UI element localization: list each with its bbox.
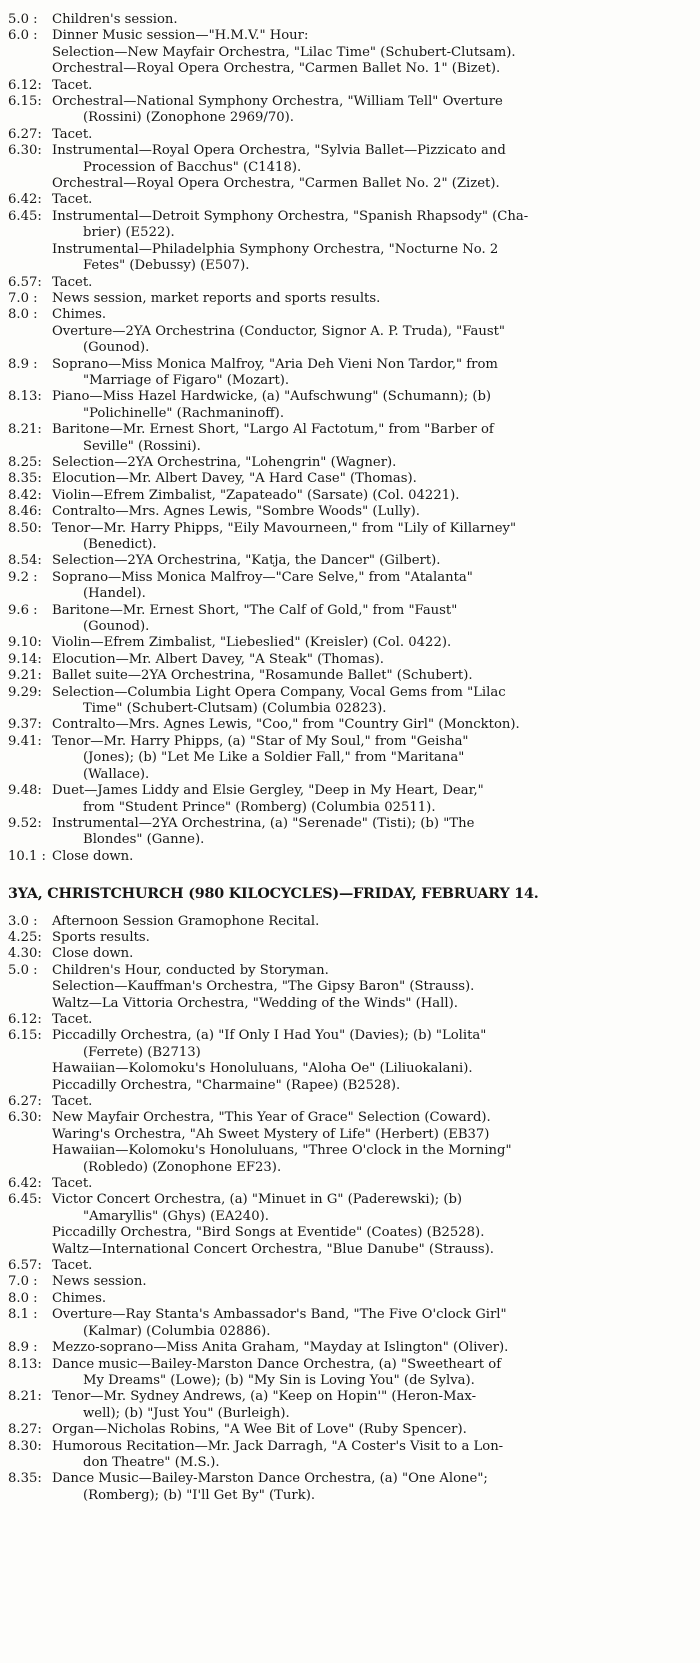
- programme-entry: [8, 652, 690, 668]
- programme-entry: [8, 78, 690, 94]
- entry-line: (Jones); (b) "Let Me Like a Soldier Fall," from "Maritana": [83, 750, 465, 766]
- entry-line: (Kalmar) (Columbia 02886).: [83, 1323, 271, 1339]
- programme-entry: [8, 209, 690, 275]
- entry-body: [52, 192, 690, 208]
- entry-body: [52, 668, 690, 684]
- entry-time: 8.13:: [8, 1356, 42, 1372]
- programme-entry: [8, 471, 690, 487]
- entry-body: [52, 717, 690, 733]
- entry-line: Selection—Columbia Light Opera Company, Vocal Gems from "Lilac: [52, 684, 506, 700]
- entry-line: Tenor—Mr. Harry Phipps, (a) "Star of My Soul," from "Geisha": [52, 733, 469, 749]
- entry-time: 6.45:: [8, 1192, 42, 1208]
- entry-body: [52, 849, 690, 865]
- entry-body: [52, 291, 690, 307]
- entry-line: Mezzo-soprano—Miss Anita Graham, "Mayday at Islington" (Oliver).: [52, 1340, 509, 1356]
- entry-body: [52, 357, 690, 390]
- entry-time: 8.42:: [8, 487, 42, 503]
- entry-body: [52, 209, 690, 275]
- programme-entry: [8, 275, 690, 291]
- entry-time: 9.29:: [8, 684, 42, 700]
- entry-time: 6.57:: [8, 1258, 42, 1274]
- entry-line: Organ—Nicholas Robins, "A Wee Bit of Love" (Ruby Spencer).: [52, 1422, 467, 1438]
- entry-line: (Romberg); (b) "I'll Get By" (Turk).: [83, 1487, 316, 1503]
- entry-time: 9.2 :: [8, 569, 38, 585]
- entry-body: [52, 783, 690, 816]
- entry-line: Overture—2YA Orchestrina (Conductor, Signor A. P. Truda), "Faust": [52, 323, 505, 339]
- programme-entry: [8, 1340, 690, 1356]
- entry-line: Time" (Schubert-Clutsam) (Columbia 02823).: [83, 701, 387, 717]
- programme-entry: [8, 717, 690, 733]
- entry-line: Humorous Recitation—Mr. Jack Darragh, "A Coster's Visit to a Lon-: [52, 1438, 504, 1454]
- entry-line: Close down.: [52, 946, 134, 962]
- entry-line: (Robledo) (Zonophone EF23).: [83, 1159, 282, 1175]
- entry-line: Close down.: [52, 848, 134, 864]
- programme-entry: [8, 603, 690, 636]
- entry-time: 9.48:: [8, 783, 42, 799]
- entry-time: 6.12:: [8, 77, 42, 93]
- entry-time: 8.50:: [8, 520, 42, 536]
- entry-line: Blondes" (Ganne).: [83, 832, 205, 848]
- entry-line: Waltz—International Concert Orchestra, "Blue Danube" (Strauss).: [52, 1241, 494, 1257]
- entry-body: [52, 1357, 690, 1390]
- programme-entry: [8, 816, 690, 849]
- entry-body: [52, 816, 690, 849]
- entry-line: Tacet.: [52, 126, 93, 142]
- entry-time: 8.0 :: [8, 1290, 38, 1306]
- entry-time: 6.45:: [8, 208, 42, 224]
- programme-entry: [8, 1028, 690, 1094]
- entry-line: Contralto—Mrs. Agnes Lewis, "Coo," from "Country Girl" (Monckton).: [52, 717, 520, 733]
- entry-time: 6.27:: [8, 1094, 42, 1109]
- entry-time: 9.37:: [8, 717, 42, 733]
- entry-line: Piccadilly Orchestra, (a) "If Only I Had You" (Davies); (b) "Lolita": [52, 1028, 487, 1044]
- entry-time: 8.35:: [8, 471, 42, 487]
- entry-line: Orchestral—Royal Opera Orchestra, "Carmen Ballet No. 1" (Bizet).: [52, 61, 501, 77]
- programme-entry: [8, 635, 690, 651]
- entry-line: Dance Music—Bailey-Marston Dance Orchestra, (a) "One Alone";: [52, 1471, 488, 1487]
- programme-entry: [8, 1291, 690, 1307]
- entry-line: Tenor—Mr. Sydney Andrews, (a) "Keep on Hopin'" (Heron-Max-: [52, 1389, 477, 1405]
- entry-line: Procession of Bacchus" (C1418).: [83, 159, 302, 175]
- entry-line: Tacet.: [52, 1176, 93, 1192]
- entry-body: [52, 1012, 690, 1028]
- programme-entry: [8, 389, 690, 422]
- entry-line: Instrumental—Detroit Symphony Orchestra, "Spanish Rhapsody" (Cha-: [52, 208, 529, 224]
- entry-time: 6.42:: [8, 192, 42, 208]
- entry-line: Orchestral—Royal Opera Orchestra, "Carmen Ballet No. 2" (Zizet).: [52, 176, 500, 192]
- entry-line: New Mayfair Orchestra, "This Year of Grace" Selection (Coward).: [52, 1110, 491, 1126]
- entry-line: Seville" (Rossini).: [83, 438, 201, 454]
- entry-line: Elocution—Mr. Albert Davey, "A Steak" (Thomas).: [52, 651, 384, 667]
- entry-time: 8.54:: [8, 553, 42, 569]
- entry-line: Tacet.: [52, 1011, 93, 1027]
- entry-line: Tacet.: [52, 1094, 93, 1109]
- entry-time: 8.25:: [8, 454, 42, 470]
- entry-line: well); (b) "Just You" (Burleigh).: [83, 1405, 290, 1421]
- entry-body: [52, 963, 690, 1012]
- entry-line: Instrumental—Philadelphia Symphony Orchestra, "Nocturne No. 2: [52, 241, 499, 257]
- entry-line: Orchestral—National Symphony Orchestra, "William Tell" Overture: [52, 94, 503, 110]
- programme-entry: [8, 1471, 690, 1504]
- entry-time: 8.21:: [8, 1389, 42, 1405]
- entry-line: Soprano—Miss Monica Malfroy, "Aria Deh Vieni Non Tardor," from: [52, 356, 498, 372]
- programme-entry: [8, 1439, 690, 1472]
- entry-time: 6.12:: [8, 1011, 42, 1027]
- entry-body: [52, 504, 690, 520]
- programme-entry: [8, 357, 690, 390]
- programme-entry: [8, 553, 690, 569]
- section-3ya-christchurch: [8, 914, 690, 1505]
- entry-body: [52, 1471, 690, 1504]
- entry-body: [52, 1340, 690, 1356]
- entry-line: Selection—Kauffman's Orchestra, "The Gipsy Baron" (Strauss).: [52, 979, 475, 995]
- entry-line: Instrumental—Royal Opera Orchestra, "Sylvia Ballet—Pizzicato and: [52, 143, 506, 159]
- programme-entry: [8, 12, 690, 28]
- entry-time: 9.14:: [8, 651, 42, 667]
- programme-entry: [8, 192, 690, 208]
- entry-line: Hawaiian—Kolomoku's Honoluluans, "Aloha Oe" (Liliuokalani).: [52, 1061, 473, 1077]
- programme-entry: [8, 734, 690, 783]
- entry-time: 8.9 :: [8, 1340, 38, 1356]
- entry-line: Dance music—Bailey-Marston Dance Orchestra, (a) "Sweetheart of: [52, 1356, 502, 1372]
- entry-body: [52, 521, 690, 554]
- entry-body: [52, 930, 690, 946]
- entry-body: [52, 455, 690, 471]
- entry-line: Victor Concert Orchestra, (a) "Minuet in G" (Paderewski); (b): [52, 1192, 463, 1208]
- entry-time: 6.30:: [8, 1110, 42, 1126]
- entry-time: 9.10:: [8, 635, 42, 651]
- entry-line: Piccadilly Orchestra, "Charmaine" (Rapee) (B2528).: [52, 1077, 401, 1093]
- programme-entry: [8, 685, 690, 718]
- entry-line: Children's Hour, conducted by Storyman.: [52, 962, 329, 978]
- entry-body: [52, 1192, 690, 1258]
- entry-body: [52, 946, 690, 962]
- entry-body: [52, 28, 690, 77]
- entry-time: 4.25:: [8, 929, 42, 945]
- entry-line: Tacet.: [52, 77, 93, 93]
- entry-line: "Amaryllis" (Ghys) (EA240).: [83, 1208, 269, 1224]
- entry-line: Waring's Orchestra, "Ah Sweet Mystery of Life" (Herbert) (EB37): [52, 1126, 490, 1142]
- entry-body: [52, 1422, 690, 1438]
- programme-entry: [8, 668, 690, 684]
- entry-time: 8.35:: [8, 1471, 42, 1487]
- entry-body: [52, 1094, 690, 1110]
- entry-time: 8.13:: [8, 389, 42, 405]
- entry-time: 9.41:: [8, 733, 42, 749]
- entry-body: [52, 1274, 690, 1290]
- entry-body: [52, 635, 690, 651]
- entry-line: Sports results.: [52, 929, 150, 945]
- entry-time: 8.21:: [8, 422, 42, 438]
- programme-entry: [8, 307, 690, 356]
- entry-line: Tenor—Mr. Harry Phipps, "Eily Mavourneen," from "Lily of Killarney": [52, 520, 517, 536]
- entry-time: 7.0 :: [8, 290, 38, 306]
- entry-line: Chimes.: [52, 1290, 107, 1306]
- programme-entry: [8, 127, 690, 143]
- entry-line: (Benedict).: [83, 537, 157, 552]
- entry-body: [52, 1110, 690, 1176]
- entry-line: Selection—2YA Orchestrina, "Katja, the Dancer" (Gilbert).: [52, 553, 441, 569]
- entry-time: 4.30:: [8, 946, 42, 962]
- entry-body: [52, 488, 690, 504]
- entry-time: 8.1 :: [8, 1307, 38, 1323]
- entry-line: Hawaiian—Kolomoku's Honoluluans, "Three O'clock in the Morning": [52, 1143, 512, 1159]
- entry-body: [52, 127, 690, 143]
- programme-entry: [8, 1258, 690, 1274]
- entry-line: (Wallace).: [83, 766, 150, 782]
- entry-time: 3.0 :: [8, 913, 38, 929]
- entry-body: [52, 1258, 690, 1274]
- programme-entry: [8, 914, 690, 930]
- programme-entry: [8, 1094, 690, 1110]
- programme-entry: [8, 504, 690, 520]
- entry-body: [52, 603, 690, 636]
- programme-entry: [8, 455, 690, 471]
- entry-time: 8.27:: [8, 1422, 42, 1438]
- entry-line: from "Student Prince" (Romberg) (Columbia 02511).: [83, 799, 436, 815]
- entry-time: 8.0 :: [8, 307, 38, 323]
- programme-entry: [8, 422, 690, 455]
- entry-line: "Marriage of Figaro" (Mozart).: [83, 372, 290, 388]
- programme-entry: [8, 28, 690, 77]
- programme-entry: [8, 849, 690, 865]
- entry-time: 9.21:: [8, 668, 42, 684]
- section-heading-3ya: 3YA, CHRISTCHURCH (980 KILOCYCLES)—FRIDAY, FEBRUARY 14.: [8, 886, 539, 903]
- entry-line: Tacet.: [52, 274, 93, 290]
- entry-line: (Ferrete) (B2713): [83, 1044, 201, 1060]
- entry-body: [52, 307, 690, 356]
- programme-entry: [8, 1012, 690, 1028]
- entry-line: (Handel).: [83, 586, 146, 602]
- entry-line: Dinner Music session—"H.M.V." Hour:: [52, 28, 309, 44]
- entry-body: [52, 94, 690, 127]
- entry-line: (Rossini) (Zonophone 2969/70).: [83, 110, 294, 126]
- entry-time: 7.0 :: [8, 1274, 38, 1290]
- programme-entry: [8, 1307, 690, 1340]
- entry-time: 9.6 :: [8, 602, 38, 618]
- entry-body: [52, 1439, 690, 1472]
- entry-time: 5.0 :: [8, 962, 38, 978]
- entry-time: 6.27:: [8, 126, 42, 142]
- entry-time: 8.46:: [8, 504, 42, 520]
- entry-line: Duet—James Liddy and Elsie Gergley, "Deep in My Heart, Dear,": [52, 783, 484, 799]
- entry-body: [52, 1028, 690, 1094]
- entry-body: [52, 914, 690, 930]
- programme-entry: [8, 521, 690, 554]
- entry-line: Chimes.: [52, 307, 107, 323]
- entry-body: [52, 570, 690, 603]
- programme-entry: [8, 143, 690, 192]
- entry-time: 6.0 :: [8, 28, 38, 44]
- entry-line: "Polichinelle" (Rachmaninoff).: [83, 405, 285, 421]
- programme-entry: [8, 570, 690, 603]
- entry-line: Selection—New Mayfair Orchestra, "Lilac Time" (Schubert-Clutsam).: [52, 44, 516, 60]
- entry-body: [52, 652, 690, 668]
- programme-entry: [8, 1389, 690, 1422]
- entry-time: 6.15:: [8, 94, 42, 110]
- entry-body: [52, 471, 690, 487]
- entry-body: [52, 78, 690, 94]
- entry-line: don Theatre" (M.S.).: [83, 1454, 220, 1470]
- entry-body: [52, 275, 690, 291]
- entry-line: Piano—Miss Hazel Hardwicke, (a) "Aufschwung" (Schumann); (b): [52, 389, 492, 405]
- programme-entry: [8, 946, 690, 962]
- entry-line: Children's session.: [52, 12, 178, 27]
- entry-time: 8.30:: [8, 1438, 42, 1454]
- entry-line: Overture—Ray Stanta's Ambassador's Band, "The Five O'clock Girl": [52, 1307, 507, 1323]
- programme-entry: [8, 930, 690, 946]
- entry-line: Baritone—Mr. Ernest Short, "Largo Al Factotum," from "Barber of: [52, 422, 494, 438]
- programme-entry: [8, 1422, 690, 1438]
- entry-line: Selection—2YA Orchestrina, "Lohengrin" (Wagner).: [52, 454, 397, 470]
- entry-line: Contralto—Mrs. Agnes Lewis, "Sombre Woods" (Lully).: [52, 504, 420, 520]
- entry-time: 8.9 :: [8, 356, 38, 372]
- entry-line: brier) (E522).: [83, 225, 175, 241]
- programme-entry: [8, 1192, 690, 1258]
- entry-body: [52, 734, 690, 783]
- entry-time: 6.57:: [8, 274, 42, 290]
- entry-line: Piccadilly Orchestra, "Bird Songs at Eventide" (Coates) (B2528).: [52, 1225, 485, 1241]
- entry-time: 6.30:: [8, 143, 42, 159]
- entry-line: Fetes" (Debussy) (E507).: [83, 258, 250, 274]
- programme-entry: [8, 1110, 690, 1176]
- programme-entry: [8, 1357, 690, 1390]
- programme-entry: [8, 488, 690, 504]
- entry-body: [52, 1307, 690, 1340]
- entry-time: 10.1 :: [8, 848, 46, 864]
- programme-entry: [8, 963, 690, 1012]
- entry-line: Baritone—Mr. Ernest Short, "The Calf of Gold," from "Faust": [52, 602, 458, 618]
- entry-line: Tacet.: [52, 192, 93, 208]
- entry-body: [52, 143, 690, 192]
- entry-body: [52, 1176, 690, 1192]
- entry-time: 6.42:: [8, 1176, 42, 1192]
- entry-body: [52, 389, 690, 422]
- entry-line: Waltz—La Vittoria Orchestra, "Wedding of the Winds" (Hall).: [52, 995, 458, 1011]
- entry-body: [52, 12, 690, 28]
- entry-line: Violin—Efrem Zimbalist, "Zapateado" (Sarsate) (Col. 04221).: [52, 487, 460, 503]
- entry-body: [52, 422, 690, 455]
- entry-line: Soprano—Miss Monica Malfroy—"Care Selve," from "Atalanta": [52, 569, 473, 585]
- entry-line: Tacet.: [52, 1258, 93, 1274]
- entry-body: [52, 1389, 690, 1422]
- programme-entry: [8, 1274, 690, 1290]
- entry-body: [52, 1291, 690, 1307]
- programme-entry: [8, 783, 690, 816]
- entry-line: News session.: [52, 1274, 147, 1290]
- programme-entry: [8, 1176, 690, 1192]
- entry-body: [52, 553, 690, 569]
- programme-entry: [8, 291, 690, 307]
- entry-body: [52, 685, 690, 718]
- entry-line: Ballet suite—2YA Orchestrina, "Rosamunde Ballet" (Schubert).: [52, 668, 473, 684]
- entry-line: Afternoon Session Gramophone Recital.: [52, 913, 320, 929]
- entry-time: 9.52:: [8, 815, 42, 831]
- entry-line: (Gounod).: [83, 340, 150, 356]
- entry-time: 5.0 :: [8, 12, 38, 27]
- entry-line: My Dreams" (Lowe); (b) "My Sin is Loving You" (de Sylva).: [83, 1372, 475, 1388]
- entry-line: News session, market reports and sports results.: [52, 290, 381, 306]
- entry-time: 6.15:: [8, 1028, 42, 1044]
- entry-line: Violin—Efrem Zimbalist, "Liebeslied" (Kreisler) (Col. 0422).: [52, 635, 452, 651]
- entry-line: Elocution—Mr. Albert Davey, "A Hard Case" (Thomas).: [52, 471, 417, 487]
- entry-line: Instrumental—2YA Orchestrina, (a) "Serenade" (Tisti); (b) "The: [52, 815, 475, 831]
- entry-line: (Gounod).: [83, 619, 150, 635]
- section-2ya-evening: [8, 12, 690, 865]
- programme-entry: [8, 94, 690, 127]
